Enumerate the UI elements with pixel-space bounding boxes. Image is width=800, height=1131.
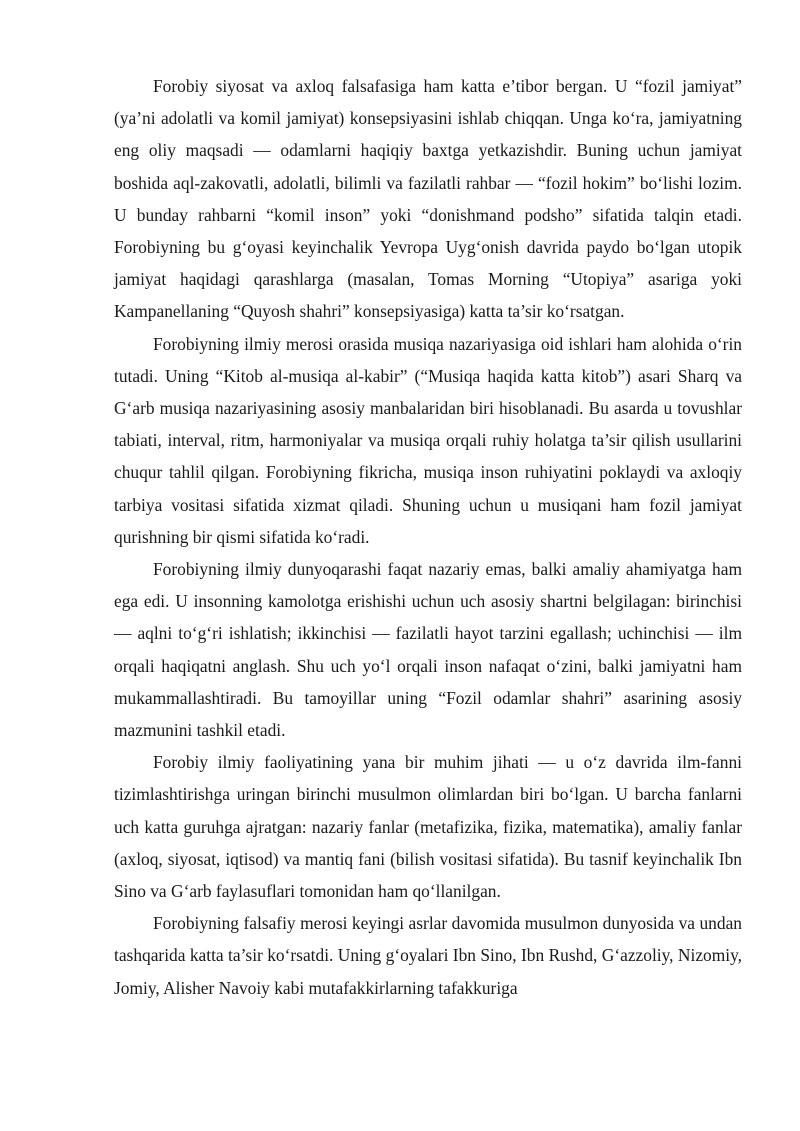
paragraph-music-theory: Forobiyning ilmiy merosi orasida musiqa nazariyasiga oid ishlari ham alohida o‘rin tutadi. Uning “Kitob al-musiqa al-kabir” (“Musiqa haqida katta kitob”) asari Sharq va G‘arb musiqa nazariyasining asosiy manbalaridan biri hisoblanadi. Bu asarda u tovushlar tabiati, interval, ritm, harmoniyalar va musiqa orqali ruhiy holatga ta’sir qilish usullarini chuqur tahlil qilgan. Forobiyning fikricha, musiqa inson ruhiyatini poklaydi va axloqiy tarbiya vositasi sifatida xizmat qiladi. Shuning uchun u musiqani ham fozil jamiyat qurishning bir qismi sifatida ko‘radi. [114,333,742,547]
paragraph-philosophical-legacy: Forobiyning falsafiy merosi keyingi asrlar davomida musulmon dunyosida va undan tashqarida katta ta’sir ko‘rsatdi. Uning g‘oyalari Ibn Sino, Ibn Rushd, G‘azzoliy, Nizomiy, Jomiy, Alisher Navoiy kabi mutafakkirlarning tafakkuriga [114,913,742,998]
paragraph-political-philosophy: Forobiy siyosat va axloq falsafasiga ham katta e’tibor bergan. U “fozil jamiyat” (ya’ni adolatli va komil jamiyat) konsepsiyasini ishlab chiqqan. Unga ko‘ra, jamiyatning eng oliy maqsadi — odamlarni haqiqiy baxtga yetkazishdir. Buning uchun jamiyat boshida aql-zakovatli, adolatli, bilimli va fazilatli rahbar — “fozil hokim” bo‘lishi lozim. U bunday rahbarni “komil inson” yoki “donishmand podsho” sifatida talqin etadi. Forobiyning bu g‘oyasi keyinchalik Yevropa Uyg‘onish davrida paydo bo‘lgan utopik jamiyat haqidagi qarashlarga (masalan, Tomas Morning “Utopiya” asariga yoki Kampanellaning “Quyosh shahri” konsepsiyasiga) katta ta’sir ko‘rsatgan. [114,76,742,322]
paragraph-classification-of-sciences: Forobiy ilmiy faoliyatining yana bir muhim jihati — u o‘z davrida ilm-fanni tizimlashtirishga uringan birinchi musulmon olimlardan biri bo‘lgan. U barcha fanlarni uch katta guruhga ajratgan: nazariy fanlar (metafizika, fizika, matematika), amaliy fanlar (axloq, siyosat, iqtisod) va mantiq fani (bilish vositasi sifatida). Bu tasnif keyinchalik Ibn Sino va G‘arb faylasuflari tomonidan ham qo‘llanilgan. [114,752,742,902]
paragraph-scientific-worldview: Forobiyning ilmiy dunyoqarashi faqat nazariy emas, balki amaliy ahamiyatga ham ega edi. U insonning kamolotga erishishi uchun uch asosiy shartni belgilagan: birinchisi — aqlni to‘g‘ri ishlatish; ikkinchisi — fazilatli hayot tarzini egallash; uchinchisi — ilm orqali haqiqatni anglash. Shu uch yo‘l orqali inson nafaqat o‘zini, balki jamiyatni ham mukammallashtiradi. Bu tamoyillar uning “Fozil odamlar shahri” asarining asosiy mazmunini tashkil etadi. [114,559,742,741]
document-page [114,70,742,1004]
